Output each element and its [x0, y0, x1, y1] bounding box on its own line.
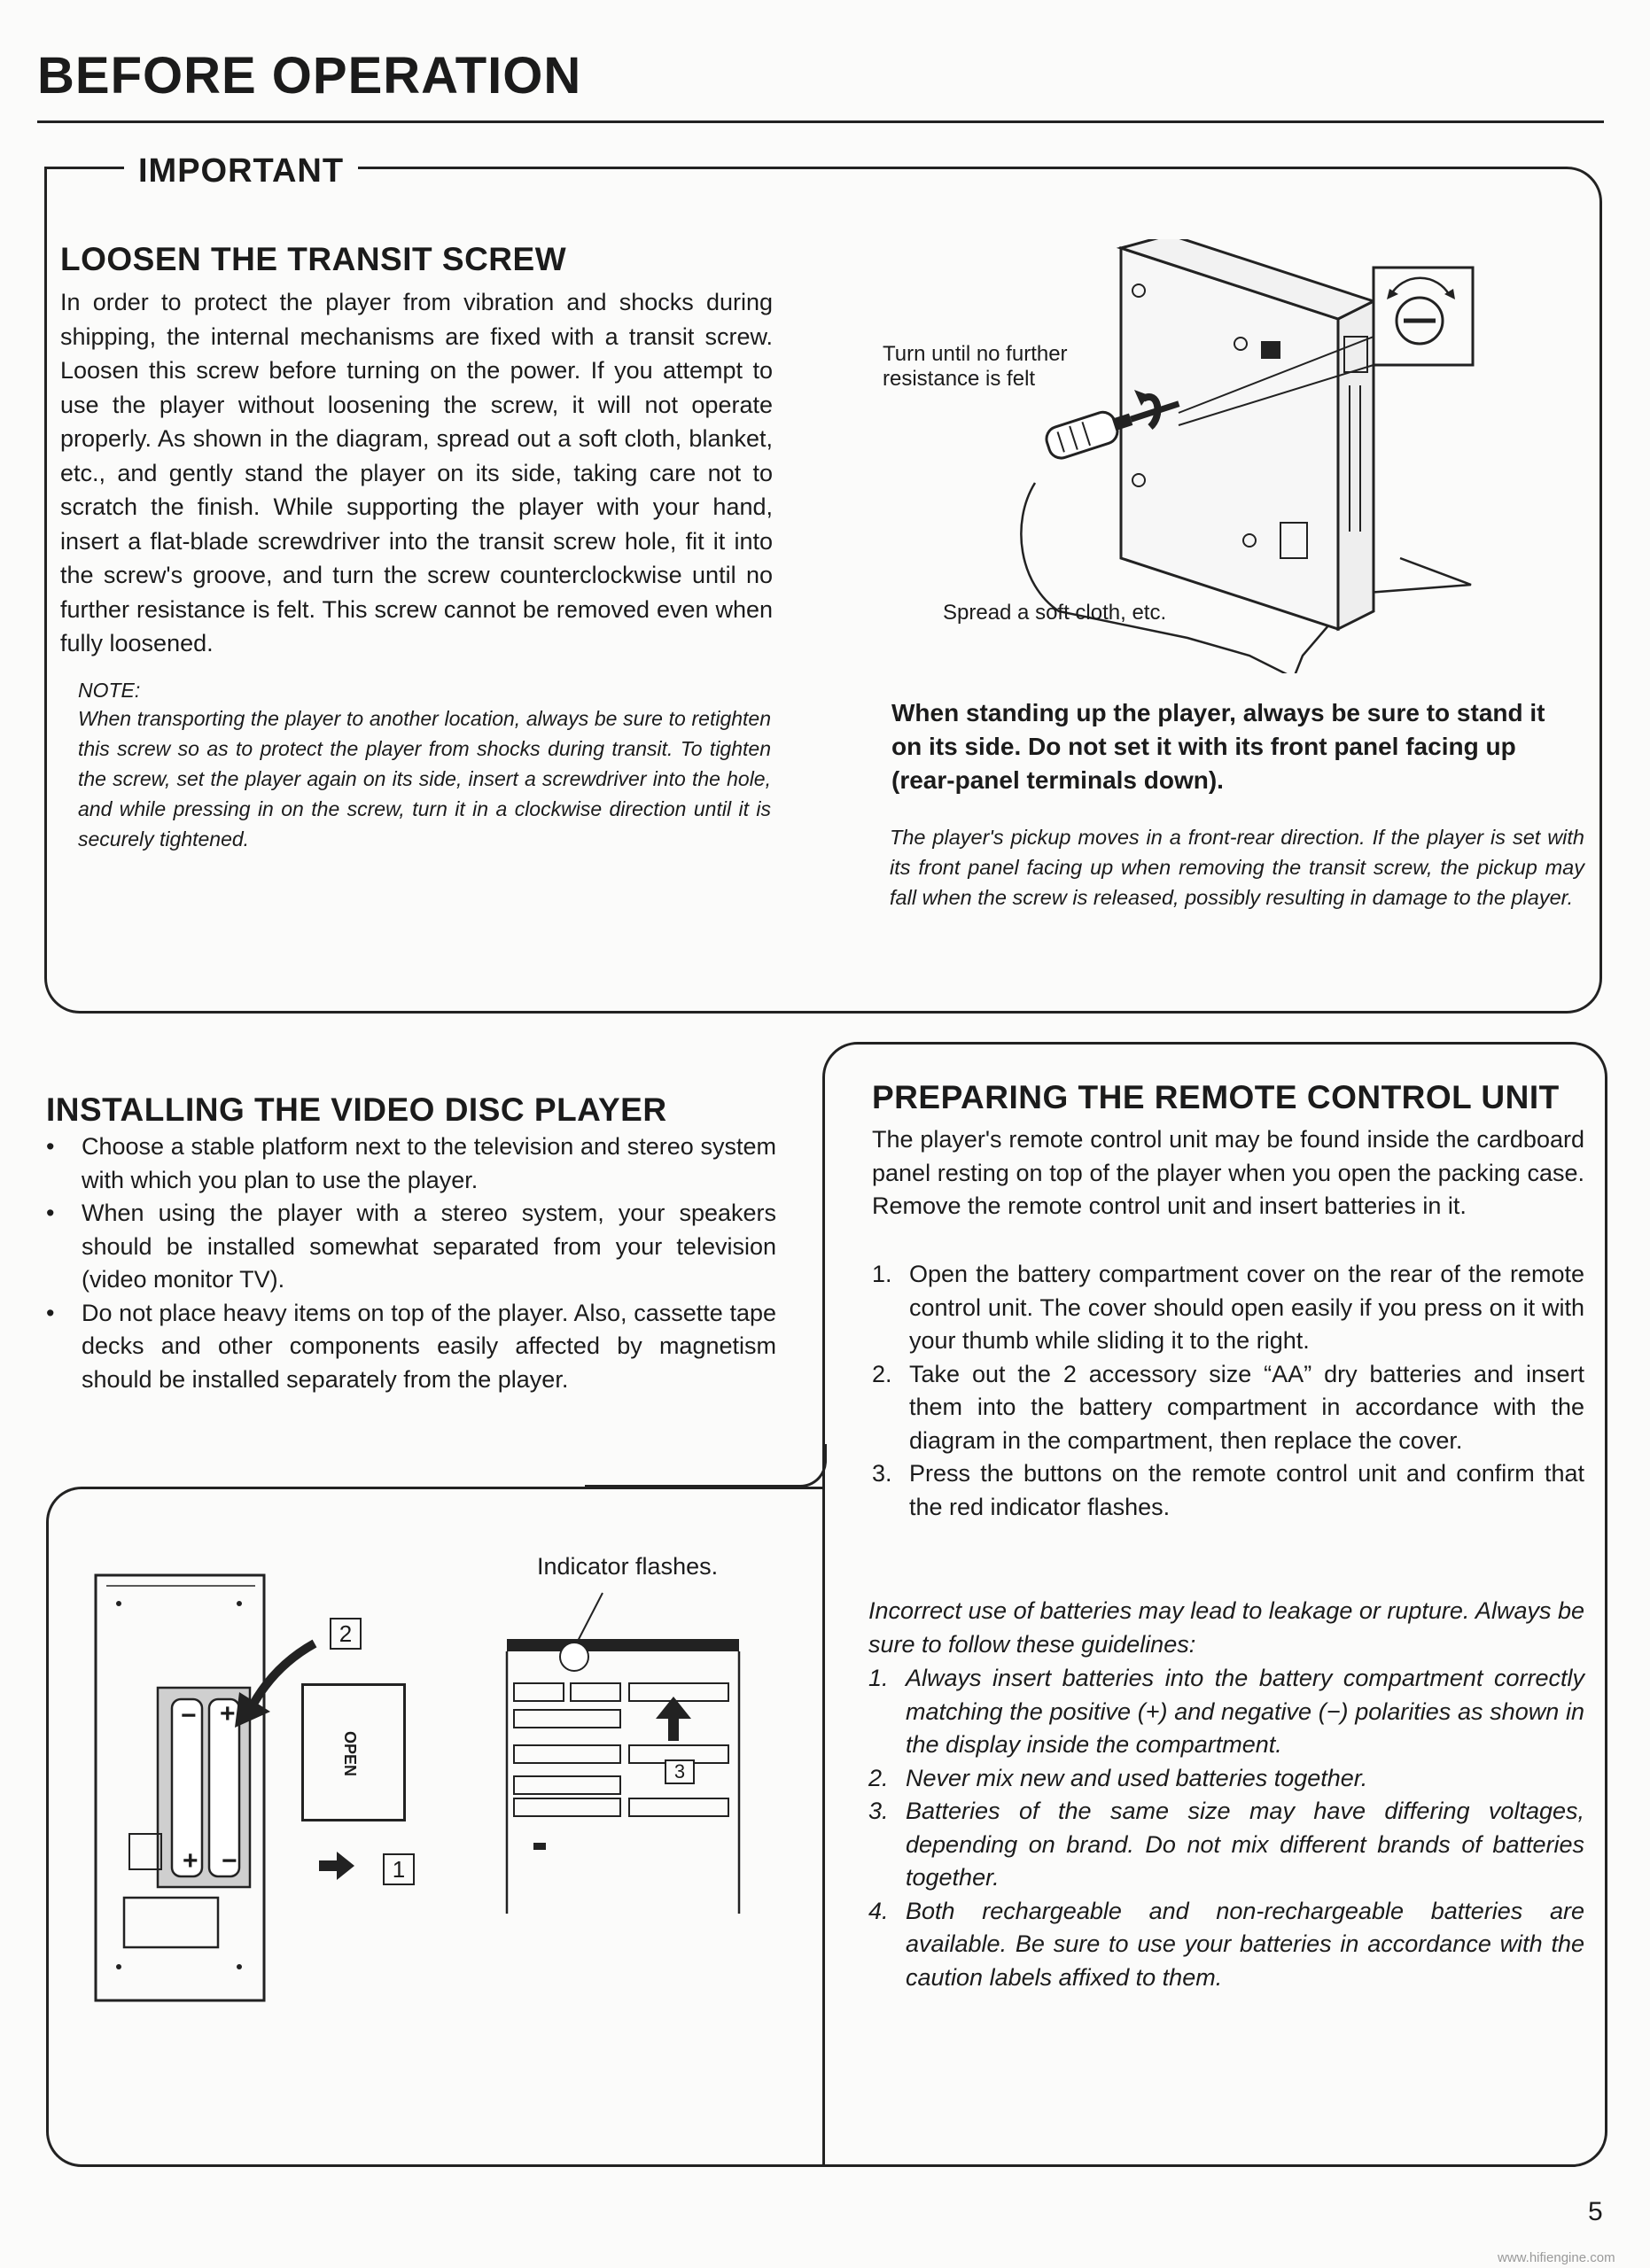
remote-front-figure	[496, 1586, 744, 1922]
transit-screw-body: In order to protect the player from vibration and shocks during shipping, the internal mechanisms are fixed with a transit screw. Loosen this screw before turning on the power. If you attempt to use the player without loosening the screw, it will not operate properly. As shown in the diagram, spread out a soft cloth, blanket, etc., and gently stand the player on its side, taking care not to scratch the finish. While supporting the player with your hand, insert a flat-blade screwdriver into the transit screw hole, fit it into the screw's groove, and turn the screw counterclockwise until no further resistance is felt. This screw cannot be removed even when fully loosened.	[60, 289, 773, 656]
caution-item: 3. Batteries of the same size may have differing voltages, depending on brand. Do not mix different brands of batteries together.	[868, 1798, 1584, 1891]
important-label: IMPORTANT	[124, 152, 358, 190]
open-label: OPEN	[341, 1730, 360, 1777]
indicator-label: Indicator flashes.	[537, 1553, 719, 1580]
installing-bullet: • Do not place heavy items on top of the player. Also, cassette tape decks and other components easily affected by magnetism should be installed separately from the player.	[46, 1297, 776, 1397]
remote-step: 3. Press the buttons on the remote control unit and confirm that the red indicator flashes.	[872, 1460, 1584, 1520]
slide-arrow	[319, 1852, 354, 1880]
remote-steps	[872, 1258, 1584, 1524]
battery-plus-sign: +	[220, 1699, 236, 1728]
step-1-badge: 1	[383, 1853, 415, 1885]
step-3-badge: 3	[665, 1759, 695, 1784]
pickup-warning: The player's pickup moves in a front-rear direction. If the player is set with its front panel facing up when removing the transit screw, the pickup may fall when the screw is released, possibly resulting in damage to the player.	[890, 826, 1584, 909]
step-2-badge: 2	[330, 1618, 362, 1650]
remote-intro: The player's remote control unit may be found inside the cardboard panel resting on top of the player when you open the packing case. Remove the remote control unit and insert batteries in it.	[872, 1126, 1584, 1219]
note-body: When transporting the player to another location, always be sure to retighten this screw so as to protect the player from shocks during transit. To tighten the screw, set the player again on its side, insert a screwdriver into the hole, and while pressing in on the screw, turn it in a clockwise direction until it is securely tightened.	[78, 707, 771, 850]
installing-list	[46, 1130, 776, 1396]
title-rule	[37, 120, 1604, 123]
caution-intro: Incorrect use of batteries may lead to leakage or rupture. Always be sure to follow these guidelines:	[868, 1597, 1584, 1658]
turn-label: Turn until no further resistance is felt	[883, 342, 1068, 391]
remote-step: 2. Take out the 2 accessory size “AA” dry batteries and insert them into the battery compartment in accordance with the diagram in the compartment, then replace the cover.	[872, 1360, 1584, 1454]
battery-minus-sign: −	[222, 1846, 237, 1876]
page-number: 5	[1588, 2197, 1603, 2226]
installing-box-border	[585, 1444, 827, 1487]
caution-list	[868, 1662, 1584, 1994]
installing-heading: INSTALLING THE VIDEO DISC PLAYER	[46, 1091, 667, 1128]
battery-plus-sign: +	[183, 1846, 198, 1876]
transit-screw-heading: LOOSEN THE TRANSIT SCREW	[60, 241, 567, 277]
remote-heading: PREPARING THE REMOTE CONTROL UNIT	[872, 1079, 1560, 1115]
page-title: BEFORE OPERATION	[37, 47, 582, 105]
caution-item: 4. Both rechargeable and non-rechargeable batteries are available. Be sure to use your batteries in accordance with the caution labels affixed to them.	[868, 1897, 1584, 1991]
caution-item: 2. Never mix new and used batteries together.	[868, 1764, 1368, 1791]
battery-cover	[301, 1683, 406, 1821]
caution-item: 1. Always insert batteries into the battery compartment correctly matching the positive (+) and negative (−) polarities as shown in the display inside the compartment.	[868, 1665, 1584, 1758]
stand-warning: When standing up the player, always be sure to stand it on its side. Do not set it with its front panel facing up (rear-panel terminals down).	[891, 699, 1545, 794]
cloth-label: Spread a soft cloth, etc.	[943, 601, 1167, 625]
note-title: NOTE:	[78, 679, 141, 702]
installing-bullet: • When using the player with a stereo system, your speakers should be installed somewhat separated from your television (video monitor TV).	[46, 1197, 776, 1297]
remote-step: 1. Open the battery compartment cover on the rear of the remote control unit. The cover should open easily if you press on it with your thumb while sliding it to the right.	[872, 1261, 1584, 1354]
watermark: www.hifiengine.com	[1498, 2250, 1615, 2265]
installing-bullet: • Choose a stable platform next to the television and stereo system with which you plan to use the player.	[46, 1130, 776, 1197]
battery-minus-sign: −	[181, 1701, 197, 1730]
